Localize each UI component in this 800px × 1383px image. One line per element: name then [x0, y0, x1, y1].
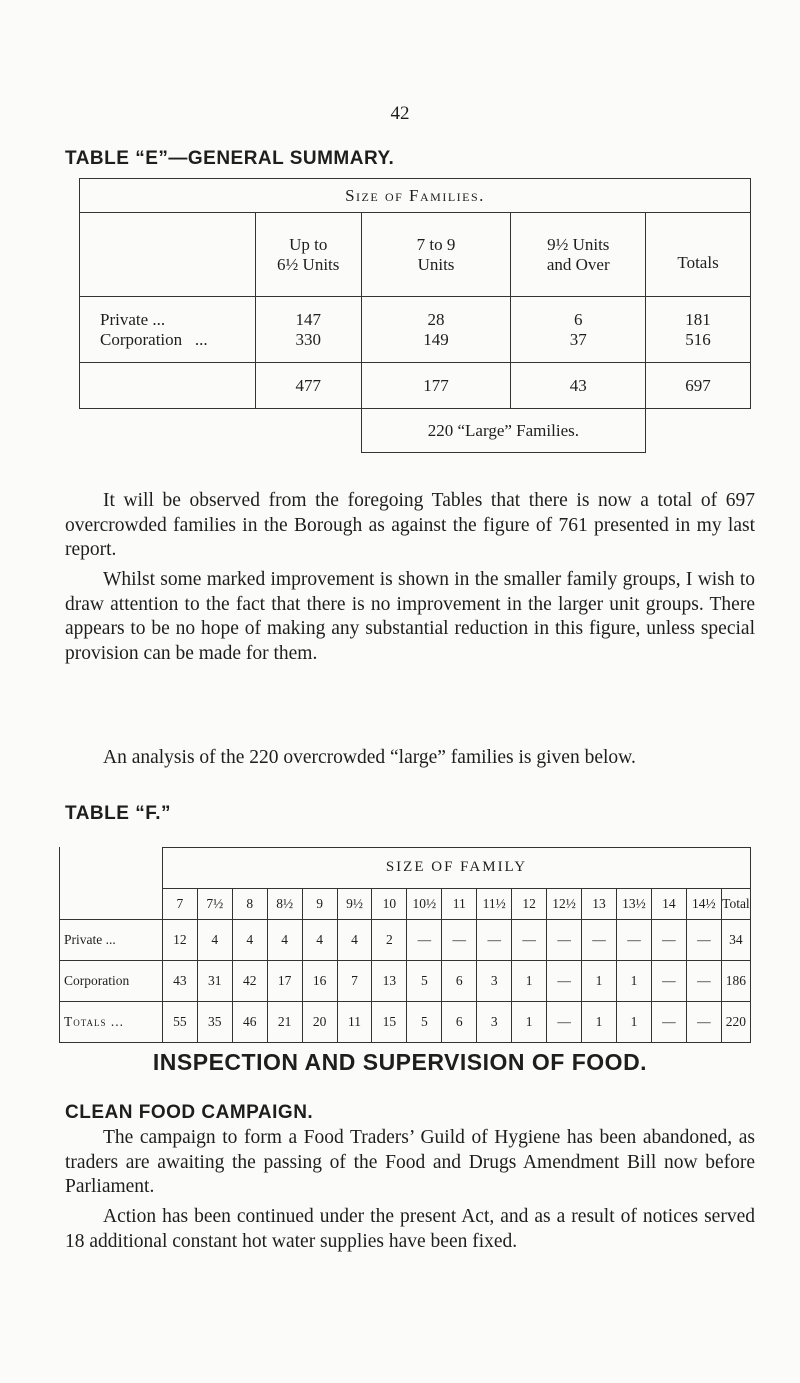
- table-e-title: TABLE “E”—GENERAL SUMMARY.: [65, 148, 395, 169]
- table-f-data-cell: 4: [302, 919, 337, 960]
- table-e-empty-cell: [255, 409, 361, 453]
- table-e-data-cell: [646, 297, 751, 363]
- table-f-col-header: 9: [302, 888, 337, 919]
- table-f-data-cell: 3: [477, 960, 512, 1001]
- table-f-data-cell: 34: [721, 919, 750, 960]
- table-f-data-cell: 1: [512, 960, 547, 1001]
- cell-value: 6: [573, 309, 583, 329]
- col-header-line-2: and Over: [546, 254, 610, 274]
- cell-value: 149: [423, 329, 449, 349]
- table-f-data-cell: 13: [372, 960, 407, 1001]
- table-e-data-cell: [255, 297, 361, 363]
- table-f-data-cell: —: [547, 919, 582, 960]
- table-row: [60, 960, 751, 1001]
- table-f-data-cell: —: [547, 960, 582, 1001]
- table-e-general-summary: [79, 178, 751, 453]
- cell-value: 516: [685, 329, 711, 349]
- row-label-text: Private ...: [100, 309, 166, 329]
- paragraph-action: Action has been continued under the present Act, and as a result of notices served 18 additional constant hot water supplies have been fixed.: [65, 1206, 755, 1252]
- table-f-data-cell: 21: [267, 1001, 302, 1042]
- table-f-title: TABLE “F.”: [65, 803, 171, 824]
- table-f-data-cell: —: [442, 919, 477, 960]
- table-f-data-cell: 3: [477, 1001, 512, 1042]
- table-f-col-header: 13: [582, 888, 617, 919]
- table-f-data-cell: —: [651, 1001, 686, 1042]
- table-f-row-label: Totals ...: [60, 1001, 163, 1042]
- table-f-data-cell: 7: [337, 960, 372, 1001]
- table-e-total-cell: 477: [255, 363, 361, 409]
- table-e-col-header: [646, 213, 751, 297]
- table-f-data-cell: 4: [337, 919, 372, 960]
- table-row: [60, 1001, 751, 1042]
- table-f-data-cell: 35: [197, 1001, 232, 1042]
- table-e-corner-cell: [80, 213, 256, 297]
- table-e-totals-label-cell: [80, 363, 256, 409]
- table-f-data-cell: 17: [267, 960, 302, 1001]
- table-f-data-cell: 1: [617, 1001, 652, 1042]
- table-f-data-cell: 2: [372, 919, 407, 960]
- col-header-line-1: [646, 236, 750, 253]
- table-e-total-cell: 177: [361, 363, 511, 409]
- sub-title: CLEAN FOOD CAMPAIGN.: [65, 1102, 314, 1123]
- table-f-data-cell: —: [686, 960, 721, 1001]
- paragraph-overcrowded-total: It will be observed from the foregoing Tables that there is now a total of 697 overcrowded families in the Borough as against the figure of 761 presented in my last report.: [65, 490, 755, 560]
- table-f-data-cell: —: [407, 919, 442, 960]
- table-f-data-cell: 186: [721, 960, 750, 1001]
- table-e-data-cell: [361, 297, 511, 363]
- row-dots: ...: [194, 329, 208, 349]
- table-f-corner-cell: [60, 888, 163, 919]
- table-f-data-cell: 1: [582, 960, 617, 1001]
- table-f-data-cell: 1: [512, 1001, 547, 1042]
- table-f-col-header: 11½: [477, 888, 512, 919]
- table-f-row-label: Private ...: [60, 919, 163, 960]
- table-f-col-header: 9½: [337, 888, 372, 919]
- table-f-data-cell: 16: [302, 960, 337, 1001]
- table-f-row-label: Corporation: [60, 960, 163, 1001]
- table-e-total-cell: 697: [646, 363, 751, 409]
- table-f-data-cell: 1: [617, 960, 652, 1001]
- page-number: 42: [390, 103, 410, 124]
- table-f-data-cell: 15: [372, 1001, 407, 1042]
- table-f-data-cell: 11: [337, 1001, 372, 1042]
- table-f-col-header: 12: [512, 888, 547, 919]
- table-f-data-cell: —: [651, 960, 686, 1001]
- table-f-data-cell: 6: [442, 1001, 477, 1042]
- cell-value: 330: [295, 329, 321, 349]
- paragraph-analysis: An analysis of the 220 overcrowded “large” families is given below.: [103, 747, 636, 768]
- table-e-data-cell: [511, 297, 646, 363]
- table-f-data-cell: —: [651, 919, 686, 960]
- paragraph-improvement: Whilst some marked improvement is shown in the smaller family groups, I wish to draw attention to the fact that there is no improvement in the larger unit groups. There appears to be no hope of making any substantial reduction in this figure, unless special provision can be made for them.: [65, 569, 755, 664]
- table-f-col-header: Total: [721, 888, 750, 919]
- table-row: [60, 919, 751, 960]
- table-f-col-header: 10½: [407, 888, 442, 919]
- col-header-line-2: 6½ Units: [277, 254, 340, 274]
- cell-value: 28: [427, 309, 445, 329]
- table-f-data-cell: 6: [442, 960, 477, 1001]
- cell-value: 147: [295, 309, 321, 329]
- table-f-col-header: 14: [651, 888, 686, 919]
- table-f-data-cell: —: [547, 1001, 582, 1042]
- cell-value: 37: [569, 329, 587, 349]
- table-f-data-cell: —: [512, 919, 547, 960]
- table-f-col-header: 8½: [267, 888, 302, 919]
- table-f-data-cell: 12: [162, 919, 197, 960]
- col-header-line-2: Units: [417, 254, 455, 274]
- table-f-corner-cell: [60, 848, 163, 889]
- table-f-col-header: 12½: [547, 888, 582, 919]
- col-header-line-1: 9½ Units: [547, 234, 610, 254]
- table-f-data-cell: 55: [162, 1001, 197, 1042]
- col-header-line-2: Totals: [677, 253, 719, 272]
- table-f-data-cell: 220: [721, 1001, 750, 1042]
- table-f-col-header: 7: [162, 888, 197, 919]
- table-f-data-cell: —: [686, 919, 721, 960]
- table-f-data-cell: 4: [232, 919, 267, 960]
- table-e-total-cell: 43: [511, 363, 646, 409]
- section-title: INSPECTION AND SUPERVISION OF FOOD.: [152, 1049, 648, 1075]
- col-header-line-1: Up to: [289, 234, 328, 254]
- table-f-data-cell: —: [617, 919, 652, 960]
- table-f-data-cell: 4: [197, 919, 232, 960]
- table-e-empty-cell: [80, 409, 256, 453]
- paragraph-campaign: The campaign to form a Food Traders’ Guild of Hygiene has been abandoned, as traders are awaiting the passing of the Food and Drugs Amendment Bill now before Parliament.: [65, 1127, 755, 1197]
- table-e-col-header: [361, 213, 511, 297]
- table-f-data-cell: 43: [162, 960, 197, 1001]
- table-e-col-header: [255, 213, 361, 297]
- table-e-row-labels: [80, 297, 256, 363]
- table-f-data-cell: —: [477, 919, 512, 960]
- table-f-data-cell: 5: [407, 1001, 442, 1042]
- table-f-data-cell: 31: [197, 960, 232, 1001]
- table-f-data-cell: 1: [582, 1001, 617, 1042]
- table-f-data-cell: 20: [302, 1001, 337, 1042]
- table-f-data-cell: —: [582, 919, 617, 960]
- row-label: [100, 310, 255, 330]
- table-f-col-header: 10: [372, 888, 407, 919]
- table-e-group-header: Size of Families.: [80, 179, 751, 213]
- table-f-data-cell: 42: [232, 960, 267, 1001]
- table-f-data-cell: 5: [407, 960, 442, 1001]
- table-f-col-header: 11: [442, 888, 477, 919]
- table-f-data-cell: —: [686, 1001, 721, 1042]
- col-header-line-1: 7 to 9: [416, 234, 456, 254]
- table-f-col-header: 8: [232, 888, 267, 919]
- table-f-data-cell: 46: [232, 1001, 267, 1042]
- table-f-size-of-family: [59, 847, 751, 1043]
- table-f-col-header: 7½: [197, 888, 232, 919]
- table-f-col-header: 14½: [686, 888, 721, 919]
- table-e-footer: 220 “Large” Families.: [361, 409, 645, 453]
- table-e-empty-cell: [646, 409, 751, 453]
- cell-value: 181: [685, 309, 711, 329]
- row-label-text: Corporation: [100, 329, 183, 349]
- table-e-col-header: [511, 213, 646, 297]
- table-f-data-cell: 4: [267, 919, 302, 960]
- table-f-col-header: 13½: [617, 888, 652, 919]
- table-f-group-header: SIZE OF FAMILY: [162, 848, 750, 889]
- row-label: [100, 330, 255, 350]
